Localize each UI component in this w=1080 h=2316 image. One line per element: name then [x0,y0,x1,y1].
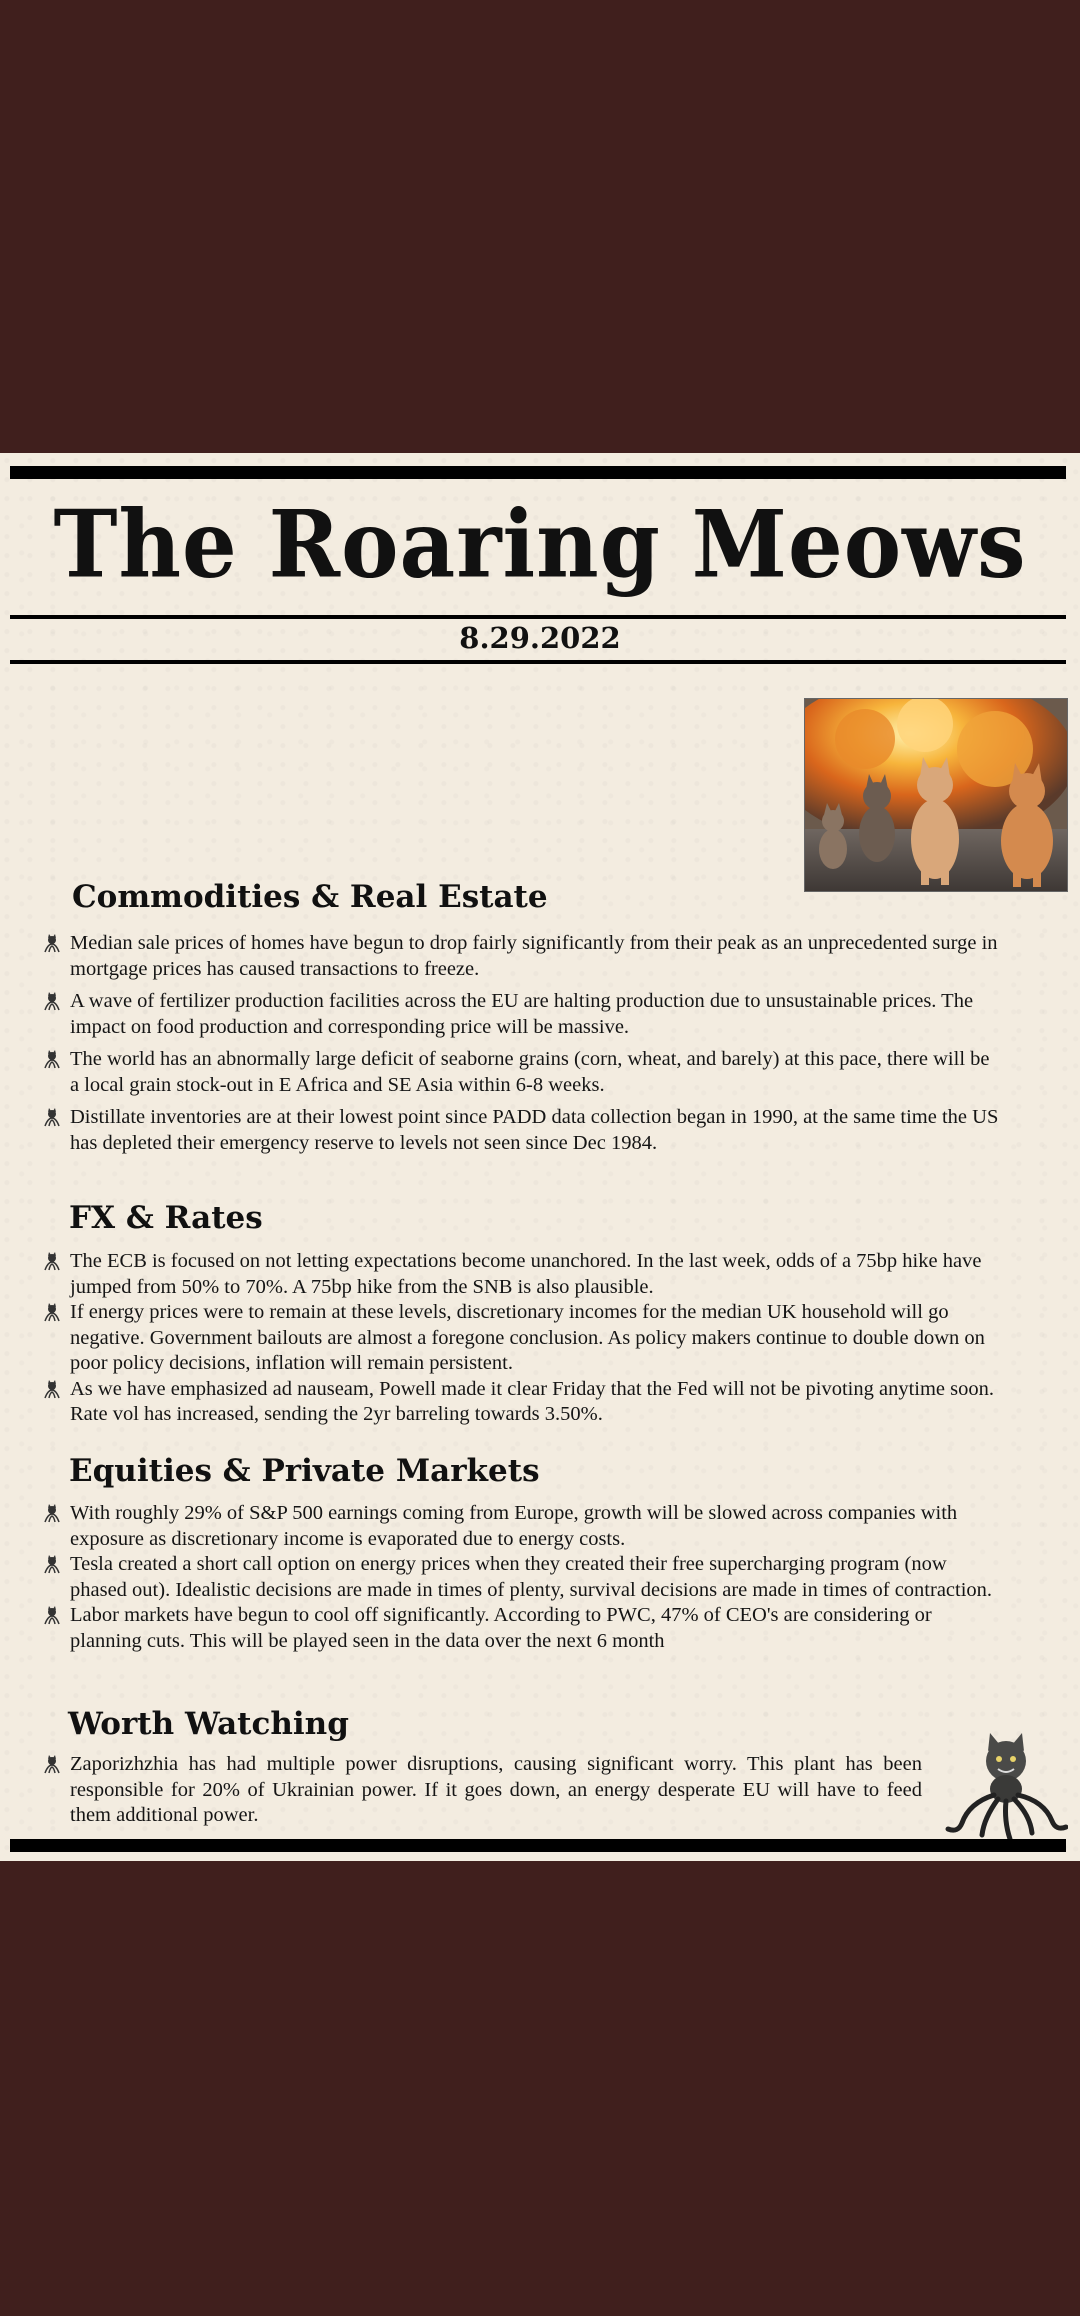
list-item: If energy prices were to remain at these levels, discretionary incomes for the median UK household will go negative. Government bailouts are almost a foregone conclusion. As policy makers continue to double down on poor policy decisions, inflation will remain persistent. [42,1300,1002,1377]
section-title-fx-rates: FX & Rates [69,1200,263,1236]
cat-octopus-icon [42,1555,62,1575]
cat-octopus-icon [42,1380,62,1400]
top-thick-rule [10,466,1066,479]
masthead-title: The Roaring Meows [53,489,1027,599]
newspaper-page [0,453,1080,1861]
list-item: Distillate inventories are at their lowest point since PADD data collection began in 1990, at the same time the US has depleted their emergency reserve to levels not seen since Dec 1984. [42,1105,1002,1156]
cat-octopus-icon [42,1606,62,1626]
list-item: Labor markets have begun to cool off significantly. According to PWC, 47% of CEO's are considering or planning cuts. This will be played seen in the data over the next 6 month [42,1603,1002,1654]
list-item: A wave of fertilizer production facilities across the EU are halting production due to unsustainable prices. The impact on food production and corresponding price will be massive. [42,989,1002,1040]
list-item: The world has an abnormally large deficit of seaborne grains (corn, wheat, and barely) at this pace, there will be a local grain stock-out in E Africa and SE Asia within 6-8 weeks. [42,1047,1002,1098]
cat-octopus-icon [42,1050,62,1070]
cat-octopus-icon [42,1755,62,1775]
section-title-worth-watching: Worth Watching [68,1706,349,1742]
list-item: With roughly 29% of S&P 500 earnings coming from Europe, growth will be slowed across companies with exposure as discretionary income is evaporated due to energy costs. [42,1501,1002,1552]
cat-octopus-mascot-icon [944,1733,1068,1843]
cat-octopus-icon [42,1504,62,1524]
fx-rates-list [42,1249,1002,1428]
equities-list [42,1501,1002,1654]
cat-octopus-icon [42,1252,62,1272]
worth-watching-list [42,1752,922,1829]
list-item: Median sale prices of homes have begun to drop fairly significantly from their peak as an unprecedented surge in mortgage prices has caused transactions to freeze. [42,931,1002,982]
list-item: The ECB is focused on not letting expectations become unanchored. In the last week, odds of a 75bp hike have jumped from 50% to 70%. A 75bp hike from the SNB is also plausible. [42,1249,1002,1300]
cat-octopus-icon [42,1303,62,1323]
commodities-list [42,931,1002,1156]
list-item: As we have emphasized ad nauseam, Powell made it clear Friday that the Fed will not be pivoting anytime soon. Rate vol has increased, sending the 2yr barreling towards 3.50%. [42,1377,1002,1428]
cat-octopus-icon [42,992,62,1012]
issue-date: 8.29.2022 [459,621,621,655]
bottom-thick-rule [10,1839,1066,1852]
cat-octopus-icon [42,1108,62,1128]
list-item: Zaporizhzhia has had multiple power disruptions, causing significant worry. This plant has been responsible for 20% of Ukrainian power. If it goes down, an energy desperate EU will have to feed them additional power. [42,1752,922,1829]
list-item: Tesla created a short call option on energy prices when they created their free supercharging program (now phased out). Idealistic decisions are made in times of plenty, survival decisions are made in times of contraction. [42,1552,1002,1603]
section-title-equities: Equities & Private Markets [69,1453,540,1489]
masthead-rule-bottom [10,660,1066,664]
hero-cats-explosion-image [804,698,1068,892]
cat-octopus-icon [42,934,62,954]
section-title-commodities: Commodities & Real Estate [72,879,548,915]
